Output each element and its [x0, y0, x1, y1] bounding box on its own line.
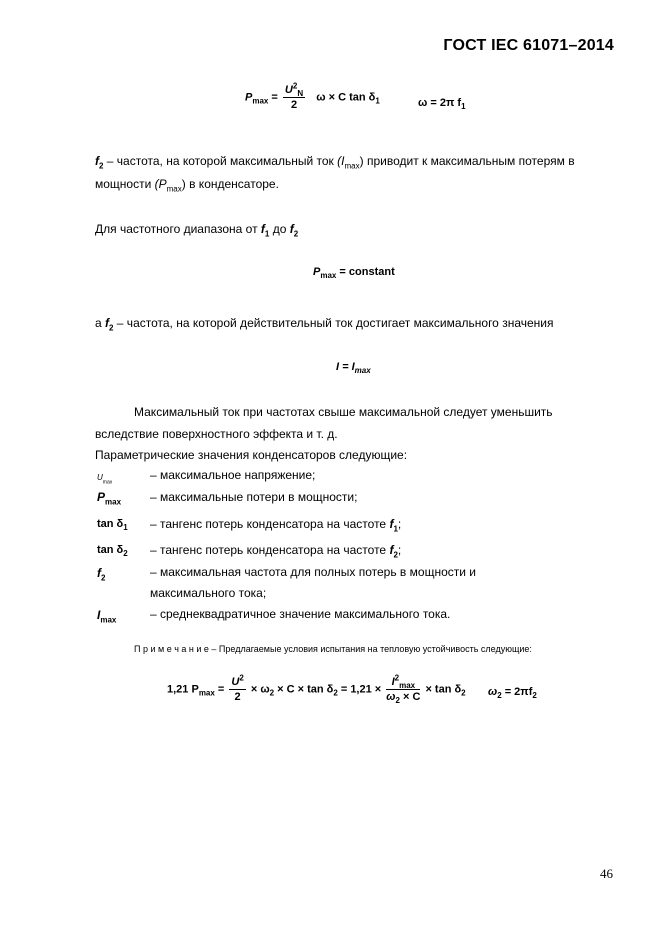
param-desc-imax: – среднеквадратичное значение максимального тока. — [150, 607, 451, 621]
formula-pmax-constant: $P_{max}$ = constant — [313, 266, 395, 281]
paragraph-max-current-line2: вследствие поверхностного эффекта и т. д. — [95, 427, 338, 441]
paragraph-f2-actual-current: a $f_2$ – частота, на которой действительный ток достигает максимального значения — [95, 316, 554, 333]
param-desc-umax: – максимальное напряжение; — [150, 468, 316, 482]
note-label: П р и м е ч а н и е — [134, 644, 209, 654]
param-symbol-imax: $I_{max}$ — [97, 608, 117, 625]
standard-header: ГОСТ IEC 61071–2014 — [443, 37, 614, 54]
formula-test-conditions: 1,21 $P_{max}$ = $\frac{U^2}{2}$ × $\omega_2 \times C \times \tan \delta_2 = 1,21$ × $\frac{I^2_{max}}{\omega_2 \times C}$ × $\tan \delta_2$ — [167, 673, 466, 706]
formula-omega2: $\omega_2 = 2\pi f_2$ — [488, 686, 537, 701]
param-symbol-umax: $U_{max}$ — [97, 473, 113, 486]
paragraph-params-intro: Параметрические значения конденсаторов следующие: — [95, 448, 408, 462]
param-desc-tan-delta2: – тангенс потерь конденсатора на частоте $f_2$; — [150, 543, 402, 560]
param-symbol-tan-delta2: $\tan \delta_2$ — [97, 544, 128, 559]
param-symbol-pmax: $P_{max}$ — [97, 490, 122, 507]
paragraph-f2-definition: $f_2$ – частота, на которой максимальный ток $(I_{max})$ приводит к максимальным потерям в — [95, 154, 575, 171]
param-symbol-f2: $f_2$ — [97, 566, 106, 583]
param-desc-f2-line2: максимального тока; — [150, 586, 267, 600]
paragraph-max-current-line1: Максимальный ток при частотах свыше максимальной следует уменьшить — [134, 405, 553, 419]
param-desc-tan-delta1: – тангенс потерь конденсатора на частоте $f_1$; — [150, 517, 402, 534]
param-symbol-tan-delta1: $\tan \delta_1$ — [97, 518, 128, 533]
formula-omega: ω = 2π $f_1$ — [418, 97, 466, 112]
param-desc-f2: – максимальная частота для полных потерь в мощности и — [150, 565, 476, 579]
note — [134, 644, 532, 654]
note-text: – Предлагаемые условия испытания на тепловую устойчивость следующие: — [208, 644, 532, 654]
paragraph-frequency-range: Для частотного диапазона от $f_1$ до $f_2$ — [95, 222, 299, 239]
formula-i-equals-imax: $I = I_{max}$ — [336, 361, 371, 376]
param-desc-pmax: – максимальные потери в мощности; — [150, 490, 358, 504]
paragraph-f2-definition-line2: мощности $(P_{max})$ в конденсаторе. — [95, 177, 279, 194]
formula-pmax-definition: $P_{max}$ = $\frac{U^2_N}{2}$ ω × C $\tan \delta_1$ — [245, 81, 380, 111]
page-number: 46 — [600, 866, 613, 881]
